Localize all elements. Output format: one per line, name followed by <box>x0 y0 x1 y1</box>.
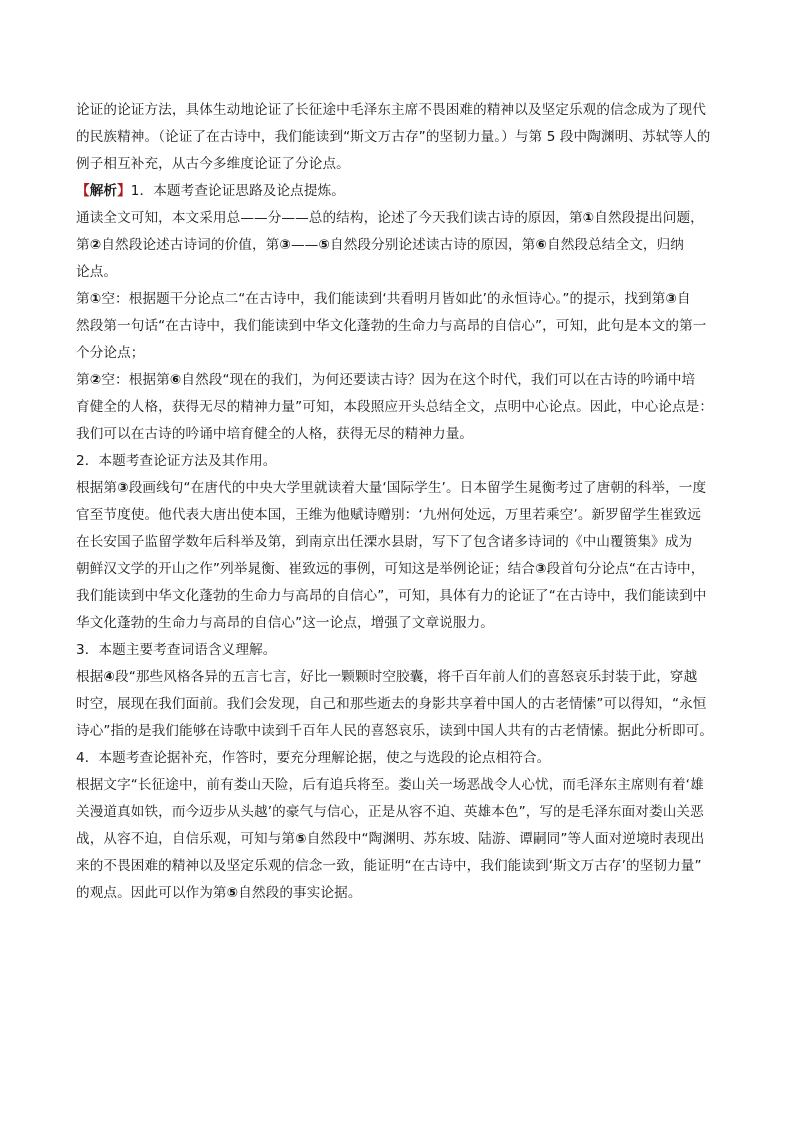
analysis-label <box>76 183 131 199</box>
text-run: —— <box>290 237 319 253</box>
text-line <box>76 556 722 583</box>
text-run: 根据文字“长征途中，前有娄山天险，后有追兵将至。娄山关一场恶战令人心忧，而毛泽东主席则有着‘雄 <box>76 777 704 793</box>
paragraph-number-marker: ③ <box>117 480 129 496</box>
paragraph-number-marker: ② <box>89 237 102 253</box>
text-run: 第 <box>76 372 90 388</box>
paragraph-number-marker: ⑤ <box>318 237 330 253</box>
text-line <box>76 367 722 394</box>
text-run: 自然段分别论述读古诗的原因，第 <box>330 237 536 253</box>
text-line <box>76 151 722 178</box>
text-run: 段首句分论点“在古诗中， <box>546 561 705 577</box>
text-run: 第 <box>76 291 90 307</box>
text-line <box>76 880 722 907</box>
text-run: 关漫道真如铁，而今迈步从头越’的豪气与信心，正是从容不迫、英雄本色”，写的是毛泽东面对娄山关恶 <box>76 804 704 820</box>
text-run: 自然段总结全文，归纳 <box>547 237 684 253</box>
text-run: 空：根据第 <box>101 372 170 388</box>
text-run: 个分论点； <box>76 345 145 361</box>
text-line <box>76 421 722 448</box>
text-run: 2．本题考查论证方法及其作用。 <box>76 453 277 469</box>
text-line <box>76 178 722 205</box>
paragraph-number-marker: ① <box>582 210 595 226</box>
text-line <box>76 853 722 880</box>
text-run: 的民族精神。（论证了在古诗中，我们能读到“斯文万古存”的坚韧力量。）与第 5 段中陶渊明、苏轼等人的 <box>76 129 711 145</box>
paragraph-number-marker: ③ <box>535 561 547 577</box>
text-line <box>76 97 722 124</box>
text-run: 的观点。因此可以作为第 <box>76 885 227 901</box>
analysis-label-text: 解析 <box>89 183 118 199</box>
text-run: 来的不畏困难的精神以及坚定乐观的信念一致，能证明“在古诗中，我们能读到‘斯文万古存’的坚韧力量” <box>76 858 702 874</box>
text-line <box>76 340 722 367</box>
text-line <box>76 232 722 259</box>
text-line <box>76 313 722 340</box>
text-run: 例子相互补充，从古今多维度论证了分论点。 <box>76 156 350 172</box>
text-line <box>76 664 722 691</box>
text-run: 诗心”指的是我们能够在诗歌中读到千百年人民的喜怒哀乐，读到中国人共有的古老情愫。据此分析即可。 <box>76 723 714 739</box>
text-run: 在长安国子监留学数年后科举及第，到南京出任溧水县尉，写下了包含诸多诗词的《中山覆篑集》成为 <box>76 534 693 550</box>
paragraph-number-marker: ③ <box>279 237 291 253</box>
text-run: 第 <box>76 237 90 253</box>
text-run: 根据第 <box>76 480 118 496</box>
text-line <box>76 799 722 826</box>
text-line <box>76 448 722 475</box>
text-run: 时空，展现在我们面前。我们会发现，自己和那些逝去的身影共享着中国人的古老情愫”可以得知，“永恒 <box>76 696 707 712</box>
text-line <box>76 286 722 313</box>
text-line <box>76 826 722 853</box>
text-line <box>76 745 722 772</box>
text-run: 朝鲜汉文学的开山之作”列举晁衡、崔致远的事例，可知这是举例论证；结合 <box>76 561 536 577</box>
text-line <box>76 637 722 664</box>
text-line <box>76 529 722 556</box>
text-run: 段“那些风格各异的五言七言，好比一颗颗时空胶囊，将千百年前人们的喜怒哀乐封装于此，穿越 <box>115 669 698 685</box>
text-line <box>76 475 722 502</box>
text-run: 通读全文可知，本文采用总——分——总的结构，论述了今天我们读古诗的原因，第 <box>76 210 583 226</box>
text-run: 4．本题考查论据补充，作答时，要充分理解论据，使之与选段的论点相符合。 <box>76 750 551 766</box>
text-run: 自然段“现在的我们，为何还要读古诗？因为在这个时代，我们可以在古诗的吟诵中培 <box>181 372 696 388</box>
text-run: 然段第一句话“在古诗中，我们能读到中华文化蓬勃的生命力与高昂的自信心”，可知，此句是本文的第一 <box>76 318 707 334</box>
analysis-label-bracket: 【 <box>76 183 90 199</box>
paragraph-number-marker: ⑤ <box>295 831 307 847</box>
text-line <box>76 259 722 286</box>
text-line <box>76 394 722 421</box>
text-run: 论证的论证方法，具体生动地论证了长征途中毛泽东主席不畏困难的精神以及坚定乐观的信念成为了现代 <box>76 102 706 118</box>
text-run: 段画线句“在唐代的中央大学里就读着大量‘国际学生’。日本留学生晁衡考过了唐朝的科举，一度 <box>128 480 707 496</box>
text-run: 育健全的人格，获得无尽的精神力量”可知，本段照应开头总结全文，点明中心论点。因此，中心论点是： <box>76 399 714 415</box>
analysis-text <box>76 97 722 907</box>
paragraph-number-marker: ① <box>89 291 102 307</box>
text-line <box>76 205 722 232</box>
text-run: 华文化蓬勃的生命力与高昂的自信心”这一论点，增强了文章说服力。 <box>76 615 494 631</box>
text-run: 自然段提出问题， <box>594 210 704 226</box>
paragraph-number-marker: ③ <box>665 291 678 307</box>
text-run: 自然段的事实论据。 <box>238 885 362 901</box>
text-run: 自 <box>677 291 691 307</box>
text-line <box>76 691 722 718</box>
paragraph-number-marker: ② <box>89 372 102 388</box>
text-run: 3．本题主要考查词语含义理解。 <box>76 642 277 658</box>
text-run: 自然段论述古诗词的价值，第 <box>101 237 280 253</box>
text-run: 我们可以在古诗的吟诵中培育健全的人格，获得无尽的精神力量。 <box>76 426 474 442</box>
text-line <box>76 772 722 799</box>
paragraph-number-marker: ⑤ <box>226 885 239 901</box>
text-line <box>76 124 722 151</box>
text-run: 我们能读到中华文化蓬勃的生命力与高昂的自信心”，可知，具体有力的论证了“在古诗中，我们能读到中 <box>76 588 707 604</box>
text-line <box>76 583 722 610</box>
analysis-label-bracket: 】 <box>117 183 131 199</box>
paragraph-number-marker: ⑥ <box>535 237 548 253</box>
text-run: 战，从容不迫，自信乐观，可知与第 <box>76 831 296 847</box>
paragraph-number-marker: ⑥ <box>169 372 182 388</box>
text-run: 1．本题考查论证思路及论点提炼。 <box>130 183 345 199</box>
text-run: 官至节度使。他代表大唐出使本国，王维为他赋诗赠别：‘九州何处远，万里若乘空’。新罗留学生崔致远 <box>76 507 702 523</box>
text-run: 空：根据题干分论点二“在古诗中，我们能读到‘共看明月皆如此’的永恒诗心。”的提示，找到第 <box>101 291 666 307</box>
paragraph-number-marker: ④ <box>103 669 116 685</box>
text-line <box>76 502 722 529</box>
text-run: 论点。 <box>76 264 118 280</box>
text-run: 根据 <box>76 669 104 685</box>
text-line <box>76 610 722 637</box>
text-run: 自然段中“陶渊明、苏东坡、陆游、谭嗣同”等人面对逆境时表现出 <box>306 831 705 847</box>
text-line <box>76 718 722 745</box>
